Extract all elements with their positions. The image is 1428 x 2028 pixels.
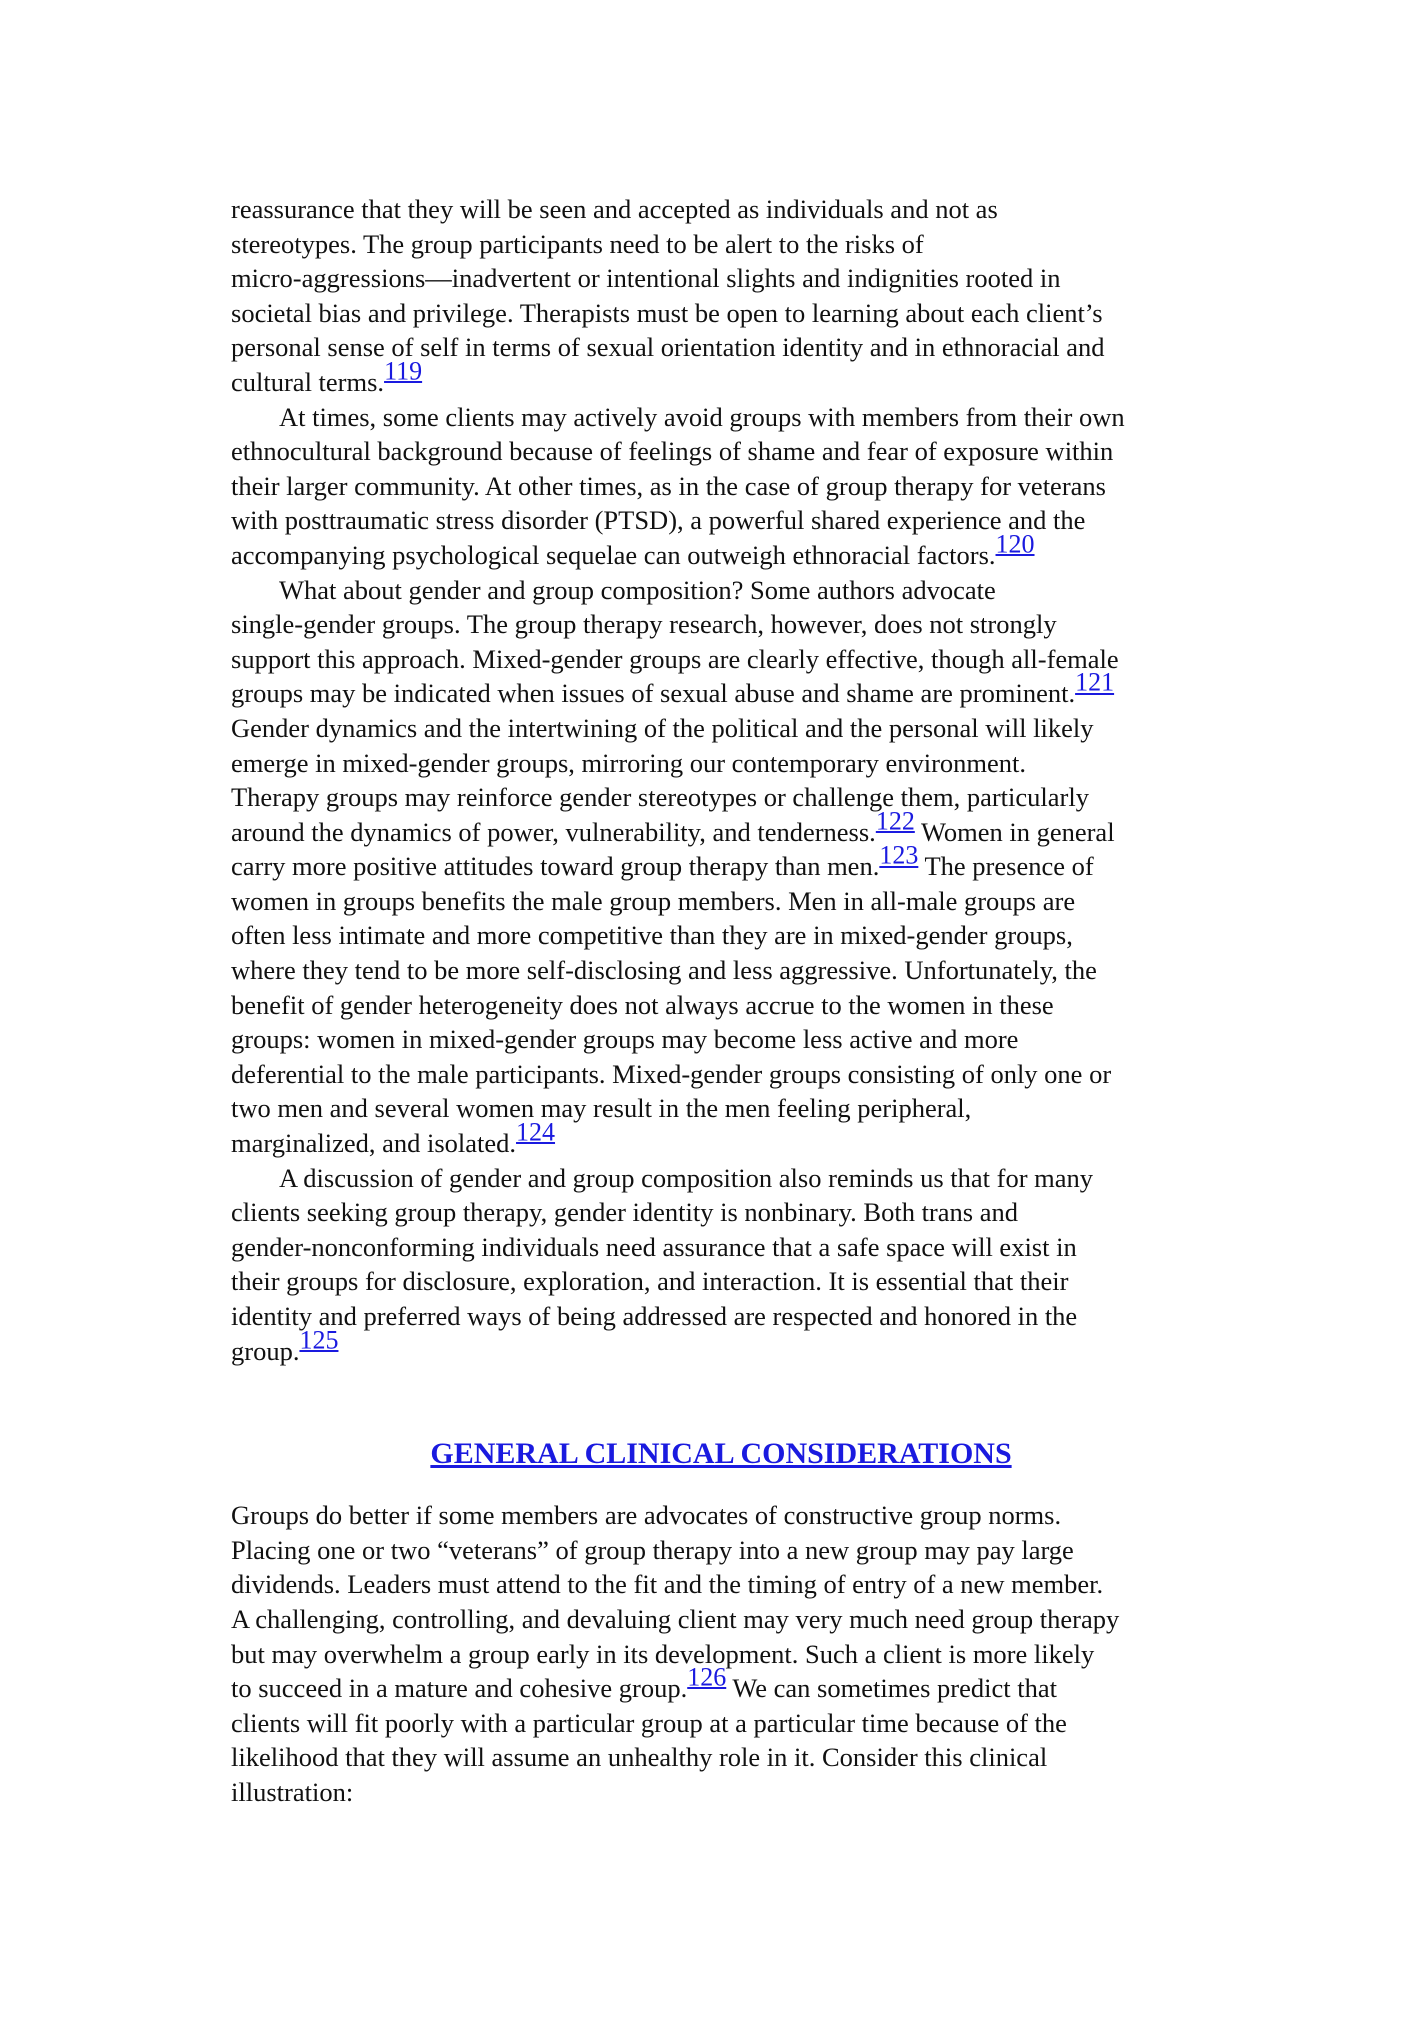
text-run: A challenging, controlling, and devaluing client may very much need group therapy	[231, 1603, 1120, 1634]
text-run: Therapy groups may reinforce gender stereotypes or challenge them, particularly	[231, 782, 1089, 813]
text-run: identity and preferred ways of being addressed are respected and honored in the	[231, 1301, 1078, 1331]
text-run: their groups for disclosure, exploration, and interaction. It is essential that their	[231, 1266, 1069, 1297]
paragraph	[231, 1161, 1211, 1369]
footnote-link-124[interactable]: 124	[516, 1117, 556, 1147]
text-run: reassurance that they will be seen and accepted as individuals and not as	[231, 194, 998, 224]
text-run: ethnocultural background because of feelings of shame and fear of exposure within	[231, 436, 1114, 467]
text-run: personal sense of self in terms of sexual orientation identity and in ethnoracial and	[231, 332, 1105, 363]
text-run: micro-aggressions—inadvertent or intentional slights and indignities rooted in	[231, 263, 1061, 294]
text-run: We can sometimes predict that	[726, 1673, 1057, 1704]
text-run: stereotypes. The group participants need to be alert to the risks of	[231, 228, 924, 259]
text-run: Gender dynamics and the intertwining of the political and the personal will likely	[231, 712, 1094, 743]
paragraph	[231, 192, 1211, 400]
text-run: accompanying psychological sequelae can outweigh ethnoracial factors.	[231, 539, 996, 570]
text-run: group.	[231, 1335, 300, 1366]
text-run: often less intimate and more competitive than they are in mixed-gender groups,	[231, 920, 1073, 951]
text-run: gender-nonconforming individuals need assurance that a safe space will exist in	[231, 1231, 1077, 1262]
text-run: likelihood that they will assume an unhealthy role in it. Consider this clinical	[231, 1742, 1048, 1773]
text-run: cultural terms.	[231, 366, 385, 397]
body-text-section	[231, 192, 1211, 1368]
text-run: A discussion of gender and group composition also reminds us that for many	[279, 1162, 1094, 1193]
paragraph	[231, 573, 1211, 1161]
text-run: marginalized, and isolated.	[231, 1128, 517, 1159]
paragraph	[231, 1498, 1211, 1809]
text-run: benefit of gender heterogeneity does not always accrue to the women in these	[231, 989, 1054, 1020]
text-run: women in groups benefits the male group members. Men in all-male groups are	[231, 885, 1076, 916]
text-run: to succeed in a mature and cohesive group.	[231, 1673, 688, 1704]
text-run: groups: women in mixed-gender groups may become less active and more	[231, 1024, 1019, 1055]
text-run: but may overwhelm a group early in its development. Such a client is more likely	[231, 1638, 1095, 1669]
text-run: Placing one or two “veterans” of group therapy into a new group may pay large	[231, 1534, 1074, 1565]
text-run: with posttraumatic stress disorder (PTSD), a powerful shared experience and the	[231, 505, 1086, 536]
text-run: clients will fit poorly with a particular group at a particular time because of the	[231, 1707, 1067, 1738]
text-run: Women in general	[914, 816, 1115, 847]
text-run: societal bias and privilege. Therapists must be open to learning about each client’s	[231, 297, 1103, 328]
text-run: groups may be indicated when issues of sexual abuse and shame are prominent.	[231, 678, 1076, 709]
text-run: What about gender and group composition? Some authors advocate	[279, 574, 996, 605]
text-run: where they tend to be more self-disclosing and less aggressive. Unfortunately, the	[231, 955, 1097, 986]
text-run: illustration:	[231, 1776, 354, 1807]
text-run: clients seeking group therapy, gender identity is nonbinary. Both trans and	[231, 1197, 1018, 1228]
text-run: dividends. Leaders must attend to the fit and the timing of entry of a new member.	[231, 1569, 1104, 1600]
footnote-link-122[interactable]: 122	[875, 806, 915, 835]
paragraph	[231, 400, 1211, 573]
text-run: carry more positive attitudes toward group therapy than men.	[231, 851, 880, 882]
text-run: The presence of	[918, 851, 1094, 882]
footnote-link-125[interactable]: 125	[299, 1324, 339, 1354]
document-page	[231, 192, 1211, 1810]
text-run: support this approach. Mixed-gender groups are clearly effective, though all-female	[231, 643, 1119, 674]
footnote-link-123[interactable]: 123	[879, 840, 919, 870]
footnote-link-126[interactable]: 126	[687, 1662, 727, 1692]
text-run: two men and several women may result in the men feeling peripheral,	[231, 1093, 972, 1124]
text-run: emerge in mixed-gender groups, mirroring our contemporary environment.	[231, 747, 1027, 778]
text-run: deferential to the male participants. Mixed-gender groups consisting of only one or	[231, 1058, 1112, 1089]
body-text-section-after-heading	[231, 1498, 1211, 1809]
text-run: At times, some clients may actively avoid groups with members from their own	[279, 401, 1125, 432]
text-run: single-gender groups. The group therapy research, however, does not strongly	[231, 609, 1057, 640]
footnote-link-119[interactable]: 119	[384, 356, 423, 386]
text-run: their larger community. At other times, as in the case of group therapy for veterans	[231, 470, 1106, 501]
footnote-link-121[interactable]: 121	[1075, 667, 1115, 697]
text-run: Groups do better if some members are advocates of constructive group norms.	[231, 1500, 1062, 1531]
text-run: around the dynamics of power, vulnerability, and tenderness.	[231, 816, 876, 847]
footnote-link-120[interactable]: 120	[995, 529, 1035, 559]
section-heading-link[interactable]: GENERAL CLINICAL CONSIDERATIONS	[430, 1437, 1012, 1471]
